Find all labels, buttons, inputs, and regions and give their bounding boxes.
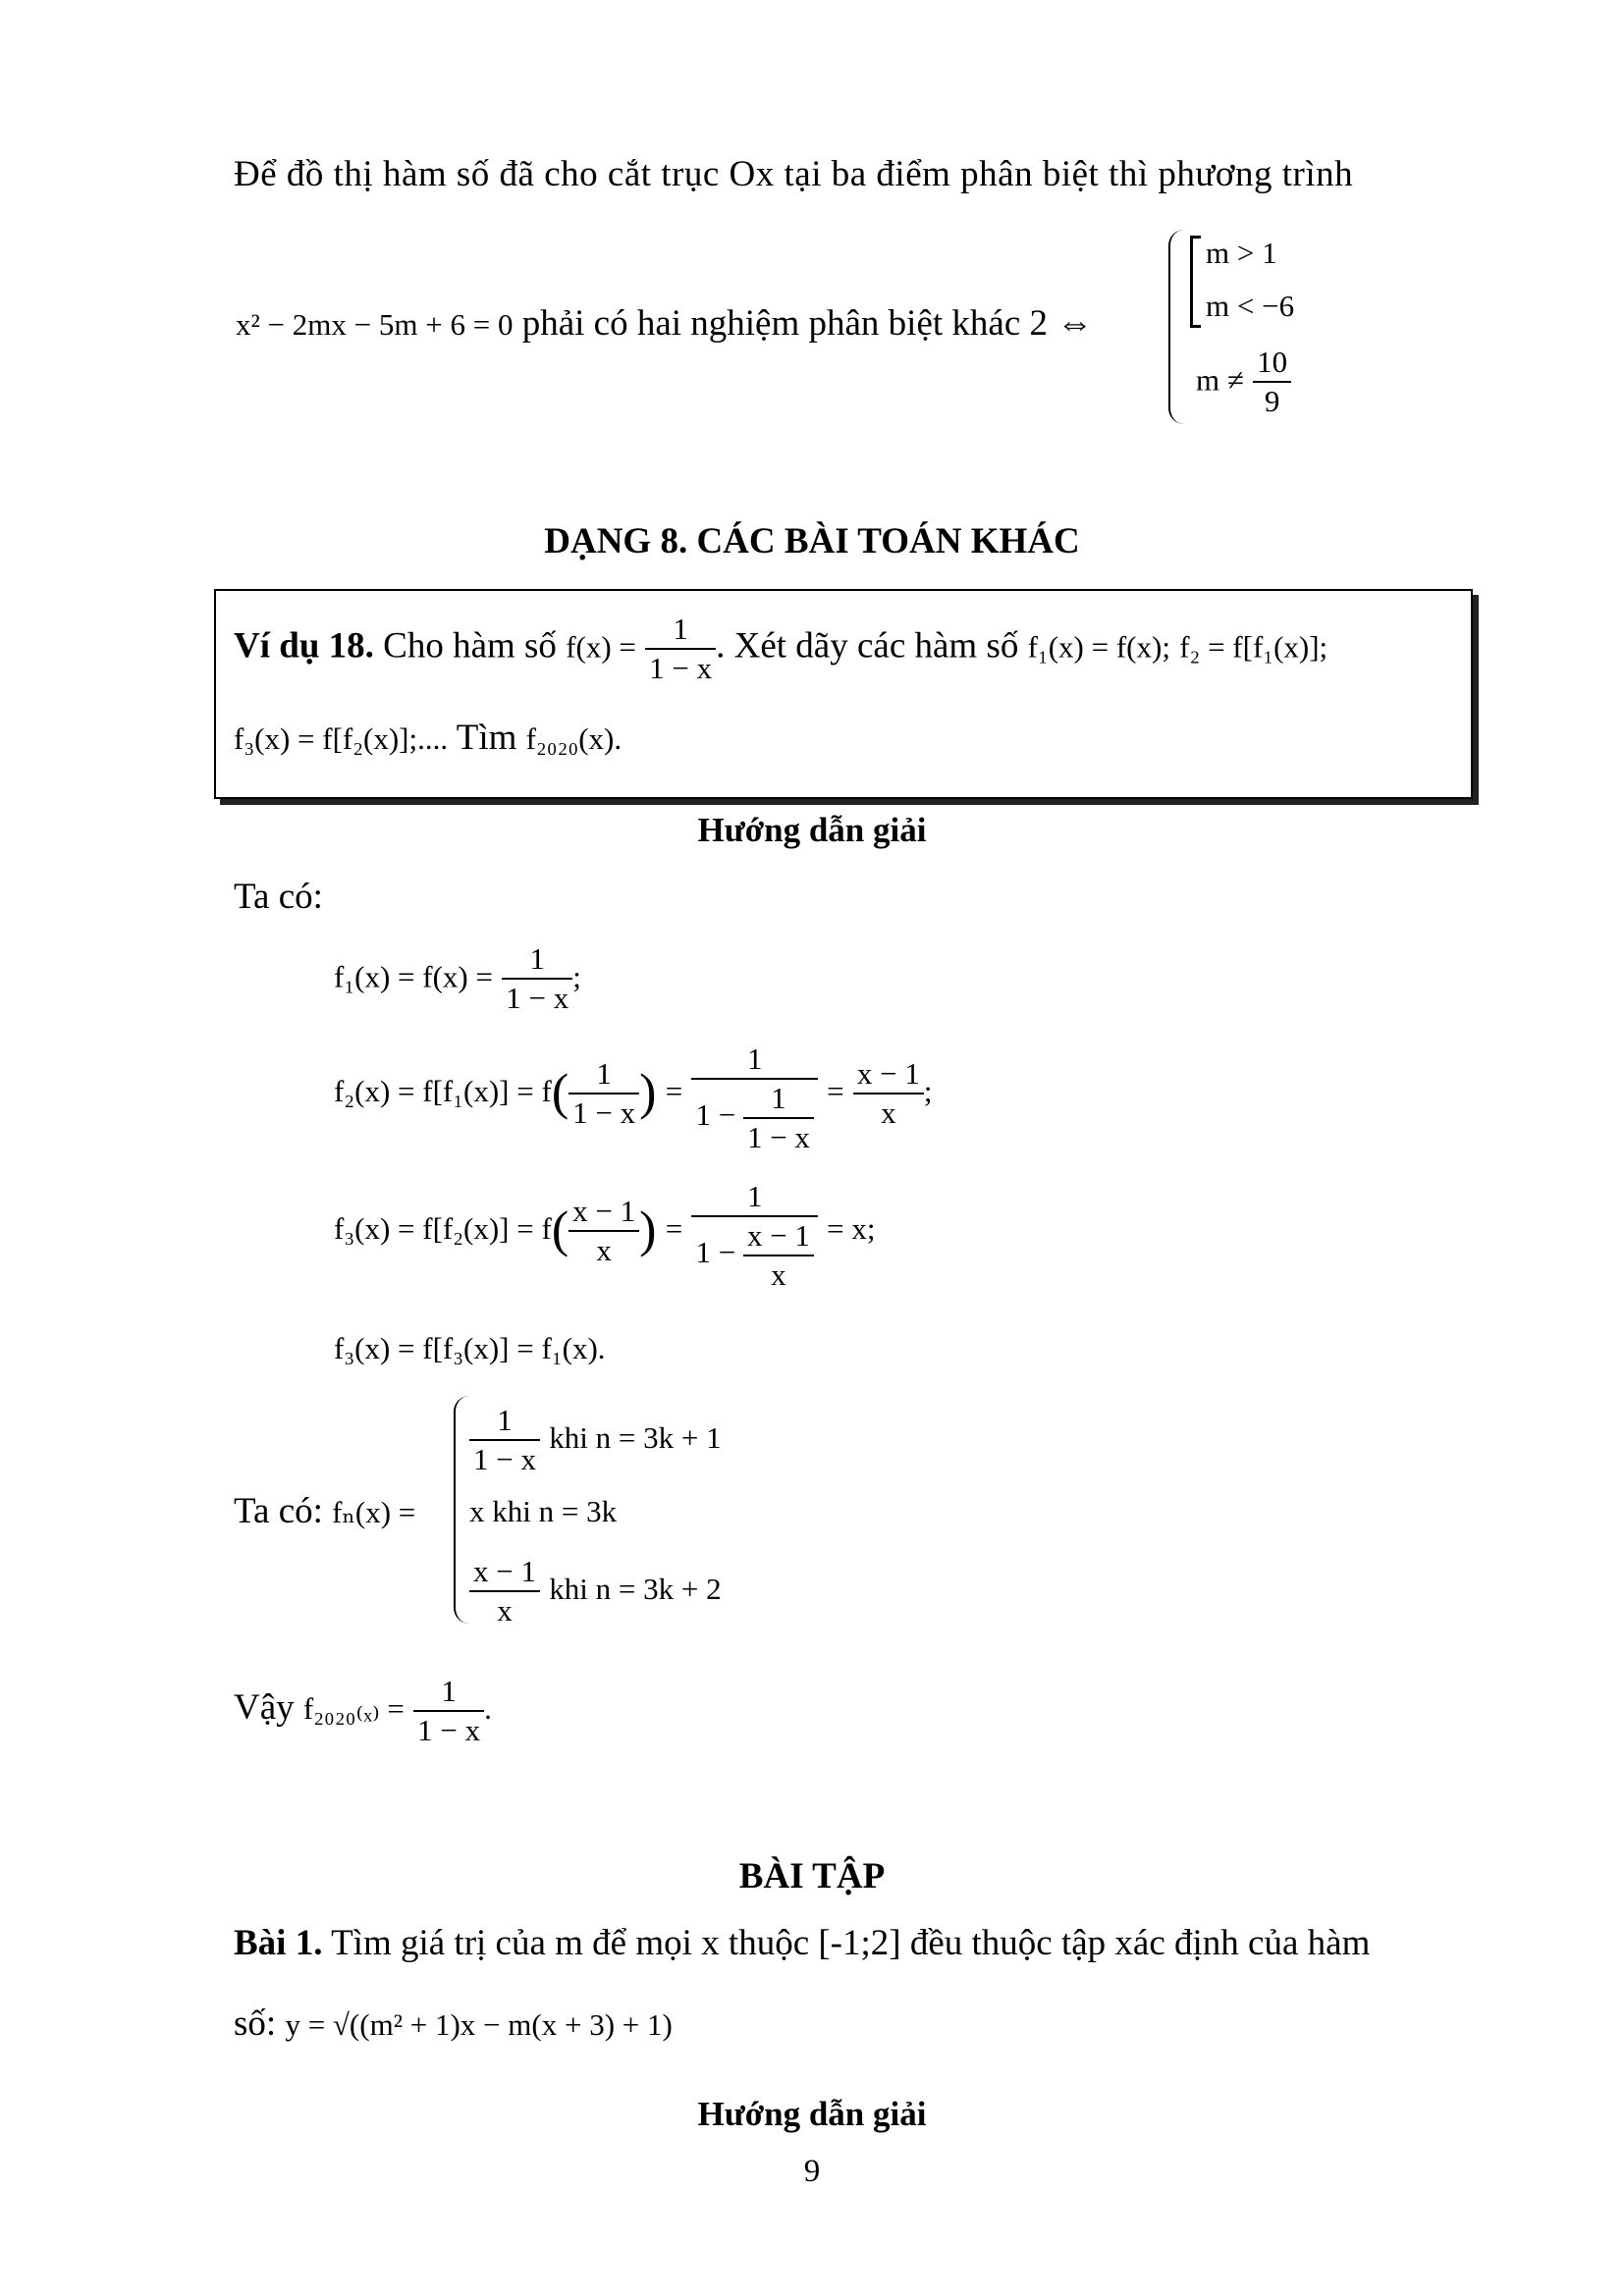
target-f2020: f₂₀₂₀(x).	[525, 721, 623, 756]
paren-close: )	[639, 1064, 657, 1121]
system-brace	[1168, 230, 1184, 424]
solution-title: Hướng dẫn giải	[697, 811, 927, 849]
exercise-1-text-2: số:	[234, 2003, 277, 2044]
seq-f3: f₃(x) = f[f₂(x)];....	[234, 721, 449, 756]
conclusion-fraction	[413, 1673, 484, 1749]
fraction-den: 1 − x	[413, 1710, 484, 1749]
fraction-num: 1	[497, 1402, 513, 1437]
example-text-1: Cho hàm số	[383, 625, 557, 667]
paren-close: )	[639, 1201, 657, 1258]
f-def-fraction	[645, 611, 716, 687]
nested-fraction	[743, 1080, 814, 1156]
step-1-lhs: f₁(x) = f(x) =	[334, 959, 493, 994]
fraction-den: x	[568, 1230, 639, 1269]
fraction-num: x − 1	[856, 1055, 920, 1091]
conclusion-end: .	[484, 1691, 492, 1726]
intro-equation: x² − 2mx − 5m + 6 = 0	[236, 307, 514, 342]
fraction-num: 1	[746, 1179, 763, 1213]
fraction-num: x − 1	[746, 1218, 810, 1253]
nested-fraction	[743, 1217, 814, 1294]
piecewise-case-2: x khi n = 3k	[469, 1494, 618, 1528]
fraction-den: x	[469, 1590, 540, 1629]
step-3-inner-fraction	[568, 1193, 639, 1269]
piecewise-label	[234, 1490, 415, 1534]
exercise-1-line-2	[234, 2002, 673, 2047]
piecewise-lhs: fₙ(x) =	[332, 1495, 416, 1529]
seq-f1: f₁(x) = f(x);	[1027, 629, 1170, 665]
conclusion-label: Vậy	[234, 1687, 295, 1728]
step-1-end: ;	[572, 959, 581, 994]
fraction-den	[691, 1215, 817, 1294]
example-text-2: . Xét dãy các hàm số	[716, 625, 1019, 667]
intro-equation-text: phải có hai nghiệm phân biệt khác 2 ⇔	[521, 303, 1094, 344]
step-2-inner-fraction	[568, 1055, 639, 1132]
step-3	[334, 1178, 876, 1294]
seq-f2: f₂ = f[f₁(x)];	[1179, 629, 1328, 665]
paren-open: (	[551, 1201, 569, 1258]
fraction-10-9	[1253, 344, 1291, 420]
step-2-result-fraction	[853, 1055, 924, 1132]
step-3-lhs: f₃(x) = f[f₂(x)] = f	[334, 1211, 552, 1247]
exercise-1-label: Bài 1.	[234, 1923, 323, 1963]
example-line-1	[234, 611, 1327, 687]
f-def-lhs: f(x) =	[566, 629, 636, 665]
fraction-den-prefix: 1 −	[695, 1097, 736, 1133]
exercise-1-text: Tìm giá trị của m để mọi x thuộc [-1;2] đều thuộc tập xác định của hàm	[331, 1923, 1371, 1963]
section-title: DẠNG 8. CÁC BÀI TOÁN KHÁC	[544, 521, 1080, 561]
step-2-compound-fraction	[691, 1041, 817, 1156]
fraction-num: x − 1	[473, 1553, 536, 1588]
fraction-num: x − 1	[572, 1193, 636, 1228]
case-3-condition: khi n = 3k + 2	[549, 1572, 722, 1606]
fraction-den: x	[853, 1093, 924, 1132]
fraction-den: 9	[1253, 381, 1291, 420]
step-2-lhs: f₂(x) = f[f₁(x)] = f	[334, 1074, 552, 1109]
page-number: 9	[803, 2154, 821, 2189]
union-bracket	[1190, 236, 1201, 328]
example-line-2	[234, 717, 622, 761]
fraction-num: 1	[771, 1081, 786, 1115]
fraction-num: 1	[673, 612, 688, 646]
fraction-den: 1 − x	[469, 1439, 540, 1478]
condition-m-neq	[1196, 344, 1291, 420]
intro-line: Để đồ thị hàm số đã cho cắt trục Ox tại ba điểm phân biệt thì phương trình	[234, 154, 1354, 194]
fraction-num: 10	[1257, 345, 1288, 379]
conclusion	[234, 1669, 492, 1749]
case-3-fraction	[469, 1553, 540, 1629]
step-4: f₃(x) = f[f₃(x)] = f₁(x).	[334, 1331, 606, 1365]
exercise-1-line-1	[234, 1922, 1370, 1965]
exercise-1-formula: y = √((m² + 1)x − m(x + 3) + 1)	[285, 2007, 673, 2042]
fraction-den	[691, 1078, 817, 1156]
step-2-end: ;	[923, 1074, 933, 1109]
step-3-end: = x;	[827, 1211, 876, 1247]
condition-m-neq-lhs: m ≠	[1196, 362, 1244, 398]
step-3-compound-fraction	[691, 1178, 817, 1294]
fraction-den: x	[743, 1255, 814, 1294]
fraction-den: 1 − x	[502, 978, 572, 1017]
example-label: Ví dụ 18.	[234, 625, 374, 667]
fraction-den-prefix: 1 −	[695, 1235, 736, 1270]
condition-m-gt-1: m > 1	[1206, 236, 1277, 270]
fraction-num: 1	[441, 1673, 457, 1708]
solution-title-2: Hướng dẫn giải	[697, 2095, 927, 2133]
conclusion-lhs: f₂₀₂₀₍ₓ₎ =	[302, 1691, 405, 1726]
step-2-eq2: =	[827, 1074, 844, 1109]
step-1	[334, 940, 581, 1017]
piecewise-brace	[454, 1396, 469, 1624]
case-1-condition: khi n = 3k + 1	[549, 1420, 722, 1455]
step-1-fraction	[502, 940, 572, 1017]
piecewise-ta-co: Ta có:	[234, 1491, 323, 1531]
step-3-eq: =	[665, 1211, 683, 1247]
fraction-den: 1 − x	[645, 648, 716, 687]
condition-m-lt-neg6: m < −6	[1206, 289, 1295, 323]
piecewise-case-1	[469, 1398, 722, 1478]
paren-open: (	[551, 1064, 569, 1121]
piecewise-case-3	[469, 1549, 722, 1629]
intro-equation-line	[236, 302, 1093, 347]
ta-co-label: Ta có:	[234, 877, 323, 917]
case-1-fraction	[469, 1402, 540, 1478]
example-text-3: Tìm	[456, 718, 517, 758]
fraction-den: 1 − x	[743, 1117, 814, 1156]
step-2-eq: =	[665, 1074, 683, 1109]
fraction-num: 1	[596, 1055, 612, 1091]
fraction-num: 1	[746, 1041, 763, 1076]
step-2	[334, 1041, 933, 1156]
fraction-num: 1	[529, 941, 545, 976]
fraction-den: 1 − x	[568, 1093, 639, 1132]
exercises-title: BÀI TẬP	[738, 1856, 886, 1896]
